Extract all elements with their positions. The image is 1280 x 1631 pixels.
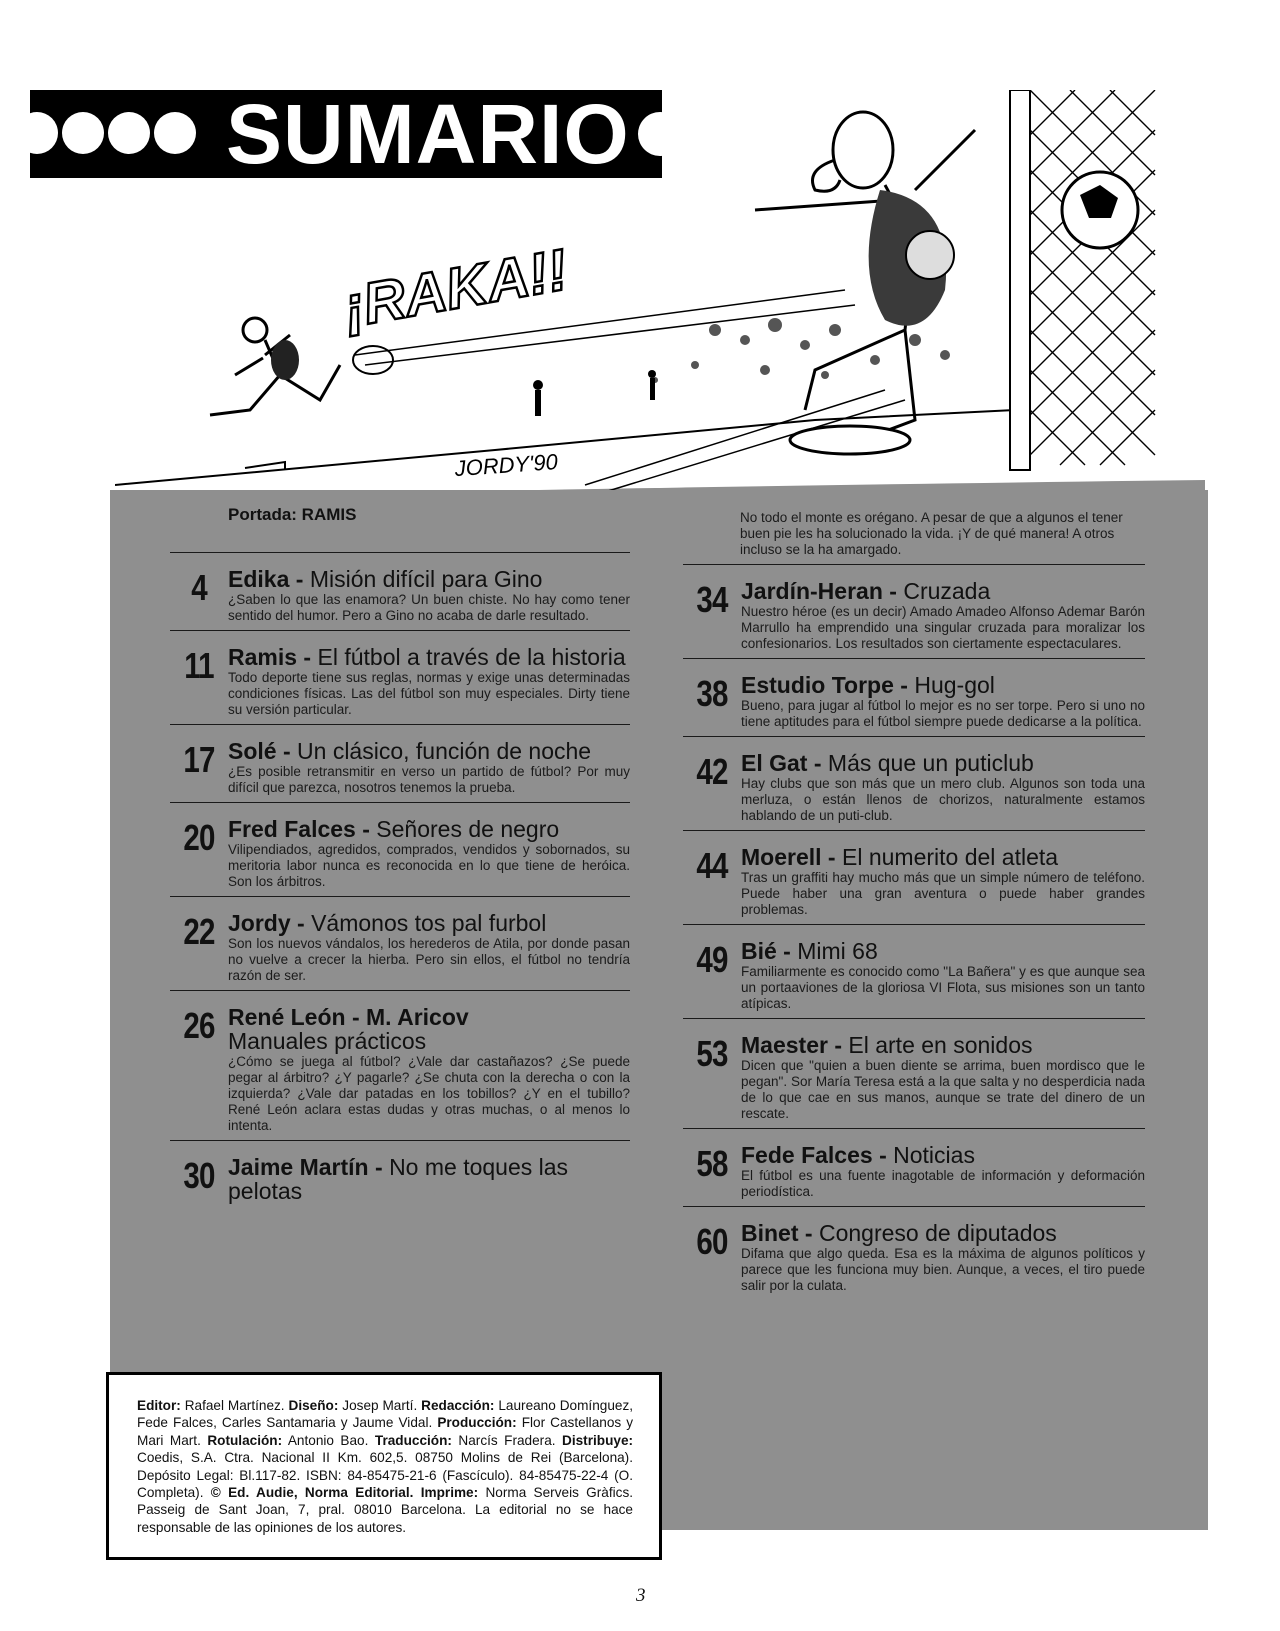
contents-right-column [683, 510, 1145, 1294]
entry-author: Moerell [741, 844, 822, 870]
divider [683, 564, 1145, 565]
label-diseno: Diseño: [288, 1398, 339, 1413]
entry-title: El fútbol a través de la historia [317, 644, 626, 670]
entry-description: Bueno, para jugar al fútbol lo mejor es no ser torpe. Pero si uno no tiene aptitudes para el fútbol siempre puede dedicarse a la política. [741, 698, 1145, 729]
page-ref: 26 [183, 1005, 215, 1046]
contents-entry: 17 Solé - Un clásico, función de noche ¿Es posible retransmitir en verso un partido de fútbol? Por muy difícil que parezca, nosotros tenemos la prueba. [170, 739, 630, 796]
entry-description: Todo deporte tiene sus reglas, normas y exige unas determinadas condiciones físicas. Las del fútbol son muy especiales. Dirty tiene su versión particular. [228, 670, 630, 717]
entry-author: René León - M. Aricov [228, 1004, 469, 1030]
entry-description: Familiarmente es conocido como "La Bañera" y es que aunque sea un portaaviones de la gloriosa VI Flota, sus misiones son un tanto atípicas. [741, 964, 1145, 1011]
contents-entry: 20 Fred Falces - Señores de negro Vilipendiados, agredidos, comprados, vendidos y sobornados, su meritoria labor nunca es reconocida en lo que tiene de heróica. Son los árbitros. [170, 817, 630, 890]
entry-title: No me toques las pelotas [228, 1154, 569, 1204]
divider [683, 924, 1145, 925]
entry-author: Jordy [228, 910, 291, 936]
contents-entry: 11 Ramis - El fútbol a través de la historia Todo deporte tiene sus reglas, normas y exige unas determinadas condiciones físicas. Las del fútbol son muy especiales. Dirty tiene su versión particular. [170, 645, 630, 718]
entry-description: ¿Es posible retransmitir en verso un partido de fútbol? Por muy difícil que parezca, nosotros tenemos la prueba. [228, 764, 630, 795]
contents-entry [170, 1005, 630, 1134]
divider [170, 724, 630, 725]
contents-entry: 4 Edika - Misión difícil para Gino ¿Saben lo que las enamora? Un buen chiste. No hay como tener sentido del humor. Pero a Gino no acaba de darle resultado. [170, 567, 630, 624]
entry-description: Nuestro héroe (es un decir) Amado Amadeo Alfonso Ademar Barón Marrullo ha emprendido una singular cruzada para moralizar los confesionarios. Los resultados son ciertamente espectaculares. [741, 604, 1145, 651]
value-produccion: Flor Castellanos y Mari Mart. [137, 1415, 634, 1448]
contents-entry: 22 Jordy - Vámonos tos pal furbol Son los nuevos vándalos, los herederos de Atila, por donde pasan no vuelve a crecer la hierba. Pero sin ellos, el fútbol no tendría razón de ser. [170, 911, 630, 984]
page-ref: 30 [183, 1155, 215, 1196]
cover-credit: Portada: RAMIS [228, 505, 357, 524]
page-ref: 53 [696, 1033, 728, 1074]
page-ref: 11 [184, 645, 214, 686]
entry-title: Noticias [893, 1142, 975, 1168]
entry-author: Ramis [228, 644, 298, 670]
entry-author: Estudio Torpe [741, 672, 894, 698]
divider [170, 802, 630, 803]
divider [170, 990, 630, 991]
entry-description: Difama que algo queda. Esa es la máxima de algunos políticos y parece que les funciona muy bien. Aunque, a veces, el tiro puede salir por la culata. [741, 1246, 1145, 1293]
value-imprime: Norma Serveis Gràfics. Passeig de Sant Joan, 7, pral. 08010 Barcelona. La editorial no se hace responsable de las opiniones de los autores. [137, 1485, 634, 1535]
page-ref: 20 [183, 817, 215, 858]
contents-entry: 58 Fede Falces - Noticias El fútbol es una fuente inagotable de información y deformación periodística. [683, 1143, 1145, 1200]
dot-ornament [30, 112, 58, 154]
entry-title: Un clásico, función de noche [297, 738, 592, 764]
entry-title: Vámonos tos pal furbol [311, 910, 547, 936]
copyright: © Ed. Audie, Norma Editorial. [210, 1485, 414, 1501]
entry-title: Más que un puticlub [827, 750, 1034, 776]
page-ref: 58 [696, 1143, 728, 1184]
sfx-text: ¡RAKA!! [338, 237, 573, 341]
divider [683, 1206, 1145, 1207]
divider [683, 830, 1145, 831]
divider [170, 896, 630, 897]
value-diseno: Josep Martí. [342, 1398, 418, 1413]
entry-author: Fede Falces [741, 1142, 873, 1168]
entry-author: Jardín-Heran [741, 578, 883, 604]
contents-entry: 38 Estudio Torpe - Hug-gol Bueno, para jugar al fútbol lo mejor es no ser torpe. Pero si uno no tiene aptitudes para el fútbol siempre puede dedicarse a la política. [683, 673, 1145, 730]
divider [170, 552, 630, 553]
divider [170, 1140, 630, 1141]
contents-entry: 42 El Gat - Más que un puticlub Hay clubs que son más que un mero club. Algunos son toda una merluza, o están llenos de chorizos, naturalmente estamos hablando de un puti-club. [683, 751, 1145, 824]
value-traduccion: Narcís Fradera. [458, 1432, 556, 1448]
entry-description: Dicen que "quien a buen diente se arrima, buen mordisco que le pegan". Sor María Teresa está a la que salta y no desperdicia nada de lo que cae en sus manos, aunque se trate del dinero de un rescate. [741, 1058, 1145, 1121]
contents-left-column [170, 546, 630, 1203]
divider [170, 630, 630, 631]
entry-author: Fred Falces [228, 816, 356, 842]
entry-title: Manuales prácticos [228, 1028, 427, 1054]
contents-entry: 34 Jardín-Heran - Cruzada Nuestro héroe (es un decir) Amado Amadeo Alfonso Ademar Barón Marrullo ha emprendido una singular cruzada para moralizar los confesionarios. Los resultados son ciertamente espectaculares. [683, 579, 1145, 652]
value-distribuye: Coedis, S.A. Ctra. Nacional II Km. 602,5. 08750 Molins de Rei (Barcelona). Depósito Legal: Bl.117-82. ISBN: 84-85475-21-6 (Fascículo). 84-85475-22-4 (O. Completa). [137, 1450, 633, 1501]
intro-text: No todo el monte es orégano. A pesar de que a algunos el tener buen pie les ha solucionado la vida. ¡Y de qué manera! A otros incluso se la ha amargado. [740, 510, 1123, 557]
artist-signature: JORDY'90 [453, 449, 559, 482]
entry-description: Tras un graffiti hay mucho más que un simple número de teléfono. Puede haber una gran aventura o puede haber grandes problemas. [741, 870, 1145, 917]
label-produccion: Producción: [437, 1415, 517, 1431]
entry-title: El numerito del atleta [841, 844, 1059, 870]
entry-author: El Gat [741, 750, 808, 776]
value-editor: Rafael Martínez. [184, 1398, 285, 1413]
page-ref: 22 [183, 911, 215, 952]
contents-entry: 30 Jaime Martín - No me toques las pelotas [170, 1155, 630, 1203]
entry-author: Maester [741, 1032, 828, 1058]
entry-title: El arte en sonidos [848, 1032, 1033, 1058]
value-rotulacion: Antonio Bao. [287, 1432, 369, 1448]
entry-title: Misión difícil para Gino [309, 566, 543, 592]
page-ref: 38 [696, 673, 728, 714]
entry-description: ¿Cómo se juega al fútbol? ¿Vale dar castañazos? ¿Se puede pegar al árbitro? ¿Y pagarle? ¿Se chuta con la derecha o con la izquierda? ¿Vale dar patadas en los tobillos? ¿Y en el tubillo? René León aclara estas dudas y otras muchas, o al menos lo intenta. [228, 1054, 630, 1133]
entry-title: Cruzada [903, 578, 991, 604]
divider [683, 658, 1145, 659]
label-rotulacion: Rotulación: [207, 1432, 283, 1448]
page-ref: 17 [183, 739, 215, 780]
divider [683, 1018, 1145, 1019]
label-distribuye: Distribuye: [562, 1432, 634, 1448]
contents-entry: 60 Binet - Congreso de diputados Difama que algo queda. Esa es la máxima de algunos políticos y parece que les funciona muy bien. Aunque, a veces, el tiro puede salir por la culata. [683, 1221, 1145, 1294]
entry-description: Son los nuevos vándalos, los herederos de Atila, por donde pasan no vuelve a crecer la hierba. Pero sin ellos, el fútbol no tendría razón de ser. [228, 936, 630, 983]
page-ref: 4 [191, 567, 207, 608]
label-traduccion: Traducción: [374, 1432, 452, 1448]
entry-author: Jaime Martín [228, 1154, 369, 1180]
editorial-credits [137, 1397, 633, 1536]
entry-title: Congreso de diputados [818, 1220, 1057, 1246]
contents-entry: 44 Moerell - El numerito del atleta Tras un graffiti hay mucho más que un simple número de teléfono. Puede haber una gran aventura o puede haber grandes problemas. [683, 845, 1145, 918]
contents-entry: 53 Maester - El arte en sonidos Dicen que "quien a buen diente se arrima, buen mordisco que le pegan". Sor María Teresa está a la que salta y no desperdicia nada de lo que cae en sus manos, aunque se trate del dinero de un rescate. [683, 1033, 1145, 1122]
entry-title: Señores de negro [376, 816, 560, 842]
entry-description: El fútbol es una fuente inagotable de información y deformación periodística. [741, 1168, 1145, 1199]
divider [683, 1128, 1145, 1129]
entry-author: Edika [228, 566, 290, 592]
page-title: SUMARIO [226, 90, 630, 178]
entry-title: Mimi 68 [797, 938, 878, 964]
cartoon-illustration [115, 90, 1205, 530]
entry-description: Vilipendiados, agredidos, comprados, vendidos y sobornados, su meritoria labor nunca es reconocida en lo que tiene de heróica. Son los árbitros. [228, 842, 630, 889]
entry-title: Hug-gol [914, 672, 995, 698]
entry-author: Bié [741, 938, 777, 964]
label-imprime: Imprime: [420, 1485, 479, 1501]
value-redaccion: Laureano Domínguez, Fede Falces, Carles Santamaria y Jaume Vidal. [137, 1398, 634, 1431]
page-number: 3 [636, 1585, 646, 1606]
entry-description: ¿Saben lo que las enamora? Un buen chiste. No hay como tener sentido del humor. Pero a Gino no acaba de darle resultado. [228, 592, 630, 623]
entry-author: Binet [741, 1220, 799, 1246]
entry-author: Solé [228, 738, 277, 764]
entry-description: Hay clubs que son más que un mero club. Algunos son toda una merluza, o están llenos de chorizos, naturalmente estamos hablando de un puti-club. [741, 776, 1145, 823]
page-ref: 49 [696, 939, 728, 980]
page-ref: 44 [696, 845, 728, 886]
label-redaccion: Redacción: [421, 1398, 495, 1413]
divider [683, 736, 1145, 737]
dot-ornament [62, 112, 104, 154]
page-ref: 42 [696, 751, 728, 792]
label-editor: Editor: [137, 1398, 181, 1413]
page-ref: 34 [696, 579, 728, 620]
page-ref: 60 [696, 1221, 728, 1262]
contents-entry: 49 Bié - Mimi 68 Familiarmente es conocido como "La Bañera" y es que aunque sea un portaaviones de la gloriosa VI Flota, sus misiones son un tanto atípicas. [683, 939, 1145, 1012]
editorial-credits-box [106, 1372, 662, 1560]
